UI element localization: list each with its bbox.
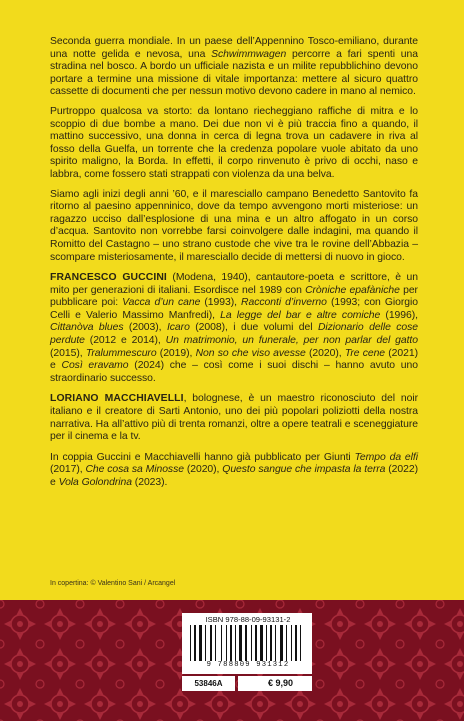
author-bio-macchiavelli: LORIANO MACCHIAVELLI, bolognese, è un maestro riconosciuto del noir italiano e il creatore di Sarti Antonio, uno dei più popolari poliziotti della nostra narrativa. Ha all’attivo più di trenta romanzi, oltre a opere teatrali e sceneggiature per il cinema e la tv. — [50, 393, 418, 443]
cover-credit: In copertina: © Valentino Sani / Arcangel — [50, 580, 176, 587]
joint-works-paragraph: In coppia Guccini e Macchiavelli hanno già pubblicato per Giunti Tempo da elfi (2017), Che cosa sa Minosse (2020), Questo sangue che impasta la terra (2022) e Vola Golondrina (2023). — [50, 451, 418, 488]
isbn-label: ISBN 978-88-09-93131-2 — [205, 615, 291, 624]
barcode-bar — [239, 625, 242, 661]
barcode-bar — [215, 625, 216, 661]
barcode-bar — [190, 625, 191, 661]
synopsis-paragraph-1: Seconda guerra mondiale. In un paese dell’Appennino Tosco-emiliano, durante una notte gelida e nevosa, una Schwimmwagen percorre a fari spenti una stradina nel bosco. A bordo un ufficiale nazista e un milite repubblichino devono portare a termine una missione di vitale importanza: mettere al sicuro quattro cassette di documenti che per nessun motivo devono cadere in mano al nemico. — [50, 36, 418, 98]
synopsis-paragraph-2: Purtroppo qualcosa va storto: da lontano riecheggiano raffiche di mitra e lo scoppio di due bombe a mano. Dei due non vi è più traccia fino a quando, il mattino successivo, una donna in cerca di legna trova un cadavere in riva al fosso della Guelfa, un torrente che la credenza popolare vuole abitato da uno spirito maligno, la Borda. In effetti, il corpo rinvenuto è privo di occhi, naso e labbra, come fossero stati strappati con violenza da una belva. — [50, 105, 418, 180]
price-label: € 9,90 — [238, 676, 312, 691]
barcode-bar — [245, 625, 247, 661]
barcode-bar — [230, 625, 232, 661]
product-code: 53846A — [182, 676, 235, 691]
blurb-text — [50, 36, 418, 497]
barcode-bar — [291, 625, 292, 661]
barcode-bar — [275, 625, 276, 661]
barcode-bar — [260, 625, 263, 661]
barcode-bar — [205, 625, 206, 661]
barcode-bar — [280, 625, 283, 661]
barcode-bar — [255, 625, 257, 661]
barcode-bar — [295, 625, 297, 661]
barcode-digits: 9 788809 931312 — [206, 661, 290, 669]
barcode-bar — [194, 625, 196, 661]
barcode-bar — [221, 625, 222, 661]
author-name-guccini: FRANCESCO GUCCINI — [50, 272, 167, 284]
barcode-bar — [210, 625, 212, 661]
barcode-box — [182, 613, 312, 674]
barcode-image — [188, 625, 306, 661]
barcode-bar — [300, 625, 301, 661]
barcode-bar — [226, 625, 227, 661]
barcode-bar — [266, 625, 267, 661]
synopsis-paragraph-3: Siamo agli inizi degli anni ’60, e il maresciallo campano Benedetto Santovito fa ritorno al paesino appenninico, dove da tempo avvengono morti misteriose: un ragazzo ucciso dall’esplosione di una mina e un altro affogato in un corso d’acqua. Santovito non vorrebbe farsi coinvolgere dalle indagini, ma quando il Romitto del Castagno – uno strano custode che vive tra le rovine dell’Abbazia – scompare misteriosamente, il maresciallo decide di mettersi di nuovo in gioco. — [50, 188, 418, 263]
author-bio-guccini: FRANCESCO GUCCINI (Modena, 1940), cantautore-poeta e scrittore, è un mito per generazioni di italiani. Esordisce nel 1989 con Cròniche epafàniche per pubblicare poi: Vacca d’un cane (1993), Racconti d’inverno (1993; con Giorgio Celli e Valerio Massimo Manfredi), La legge del bar e altre comiche (1996), Cittanòva blues (2003), Icaro (2008), i due volumi del Dizionario delle cose perdute (2012 e 2014), Un matrimonio, un funerale, per non parlar del gatto (2015), Tralummescuro (2019), Non so che viso avesse (2020), Tre cene (2021) e Così eravamo (2024) che – così come i suoi dischi – hanno avuto uno straordinario successo. — [50, 272, 419, 384]
barcode-bar — [199, 625, 202, 661]
barcode-bar — [251, 625, 252, 661]
barcode-bar — [235, 625, 236, 661]
barcode-bar — [286, 625, 287, 661]
barcode-bar — [270, 625, 272, 661]
author-name-macchiavelli: LORIANO MACCHIAVELLI — [50, 393, 184, 405]
